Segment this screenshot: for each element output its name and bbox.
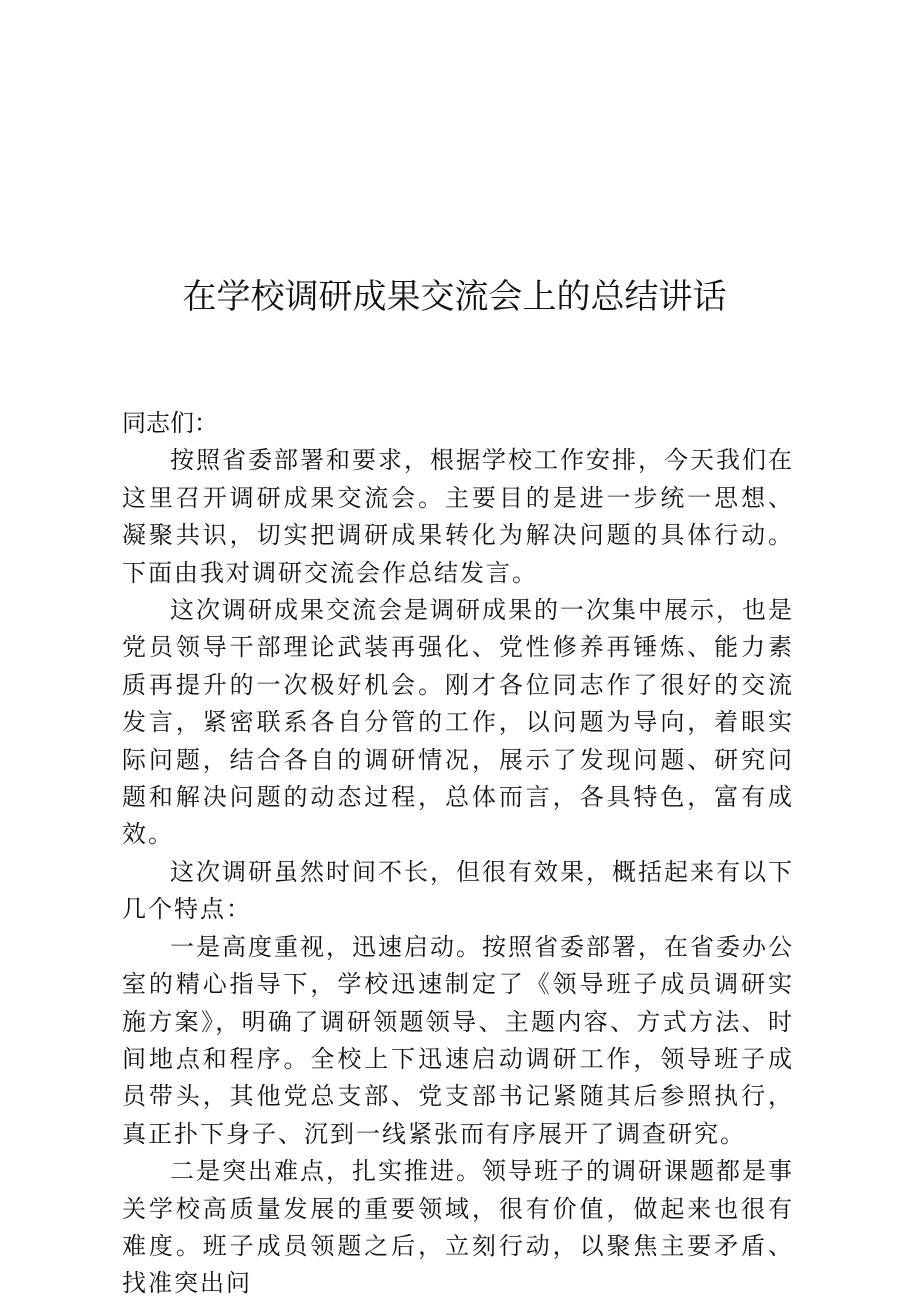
paragraph-point-one: 一是高度重视，迅速启动。按照省委部署，在省委办公室的精心指导下，学校迅速制定了《领导班子成员调研实施方案》，明确了调研领题领导、主题内容、方式方法、时间地点和程序。全校上下迅速启动调研工作，领导班子成员带头，其他党总支部、党支部书记紧随其后参照执行，真正扑下身子、沉到一线紧张而有序展开了调查研究。 [122, 932, 794, 1148]
document-title: 在学校调研成果交流会上的总结讲话 [182, 277, 727, 317]
paragraph-intro: 按照省委部署和要求，根据学校工作安排，今天我们在这里召开调研成果交流会。主要目的是进一步统一思想、凝聚共识，切实把调研成果转化为解决问题的具体行动。下面由我对调研交流会作总结发言。 [122, 446, 794, 587]
paragraph-point-two: 二是突出难点，扎实推进。领导班子的调研课题都是事关学校高质量发展的重要领域，很有价值，做起来也很有难度。班子成员领题之后，立刻行动，以聚焦主要矛盾、找准突出问 [122, 1157, 794, 1298]
document-body [122, 405, 794, 1303]
salutation: 同志们： [122, 409, 218, 437]
paragraph-exchange-meeting: 这次调研成果交流会是调研成果的一次集中展示，也是党员领导干部理论武装再强化、党性修养再锤炼、能力素质再提升的一次极好机会。刚才各位同志作了很好的交流发言，紧密联系各自分管的工作，以问题为导向，着眼实际问题，结合各自的调研情况，展示了发现问题、研究问题和解决问题的动态过程，总体而言，各具特色，富有成效。 [122, 596, 794, 849]
paragraph-features-lead: 这次调研虽然时间不长，但很有效果，概括起来有以下几个特点： [122, 857, 794, 924]
